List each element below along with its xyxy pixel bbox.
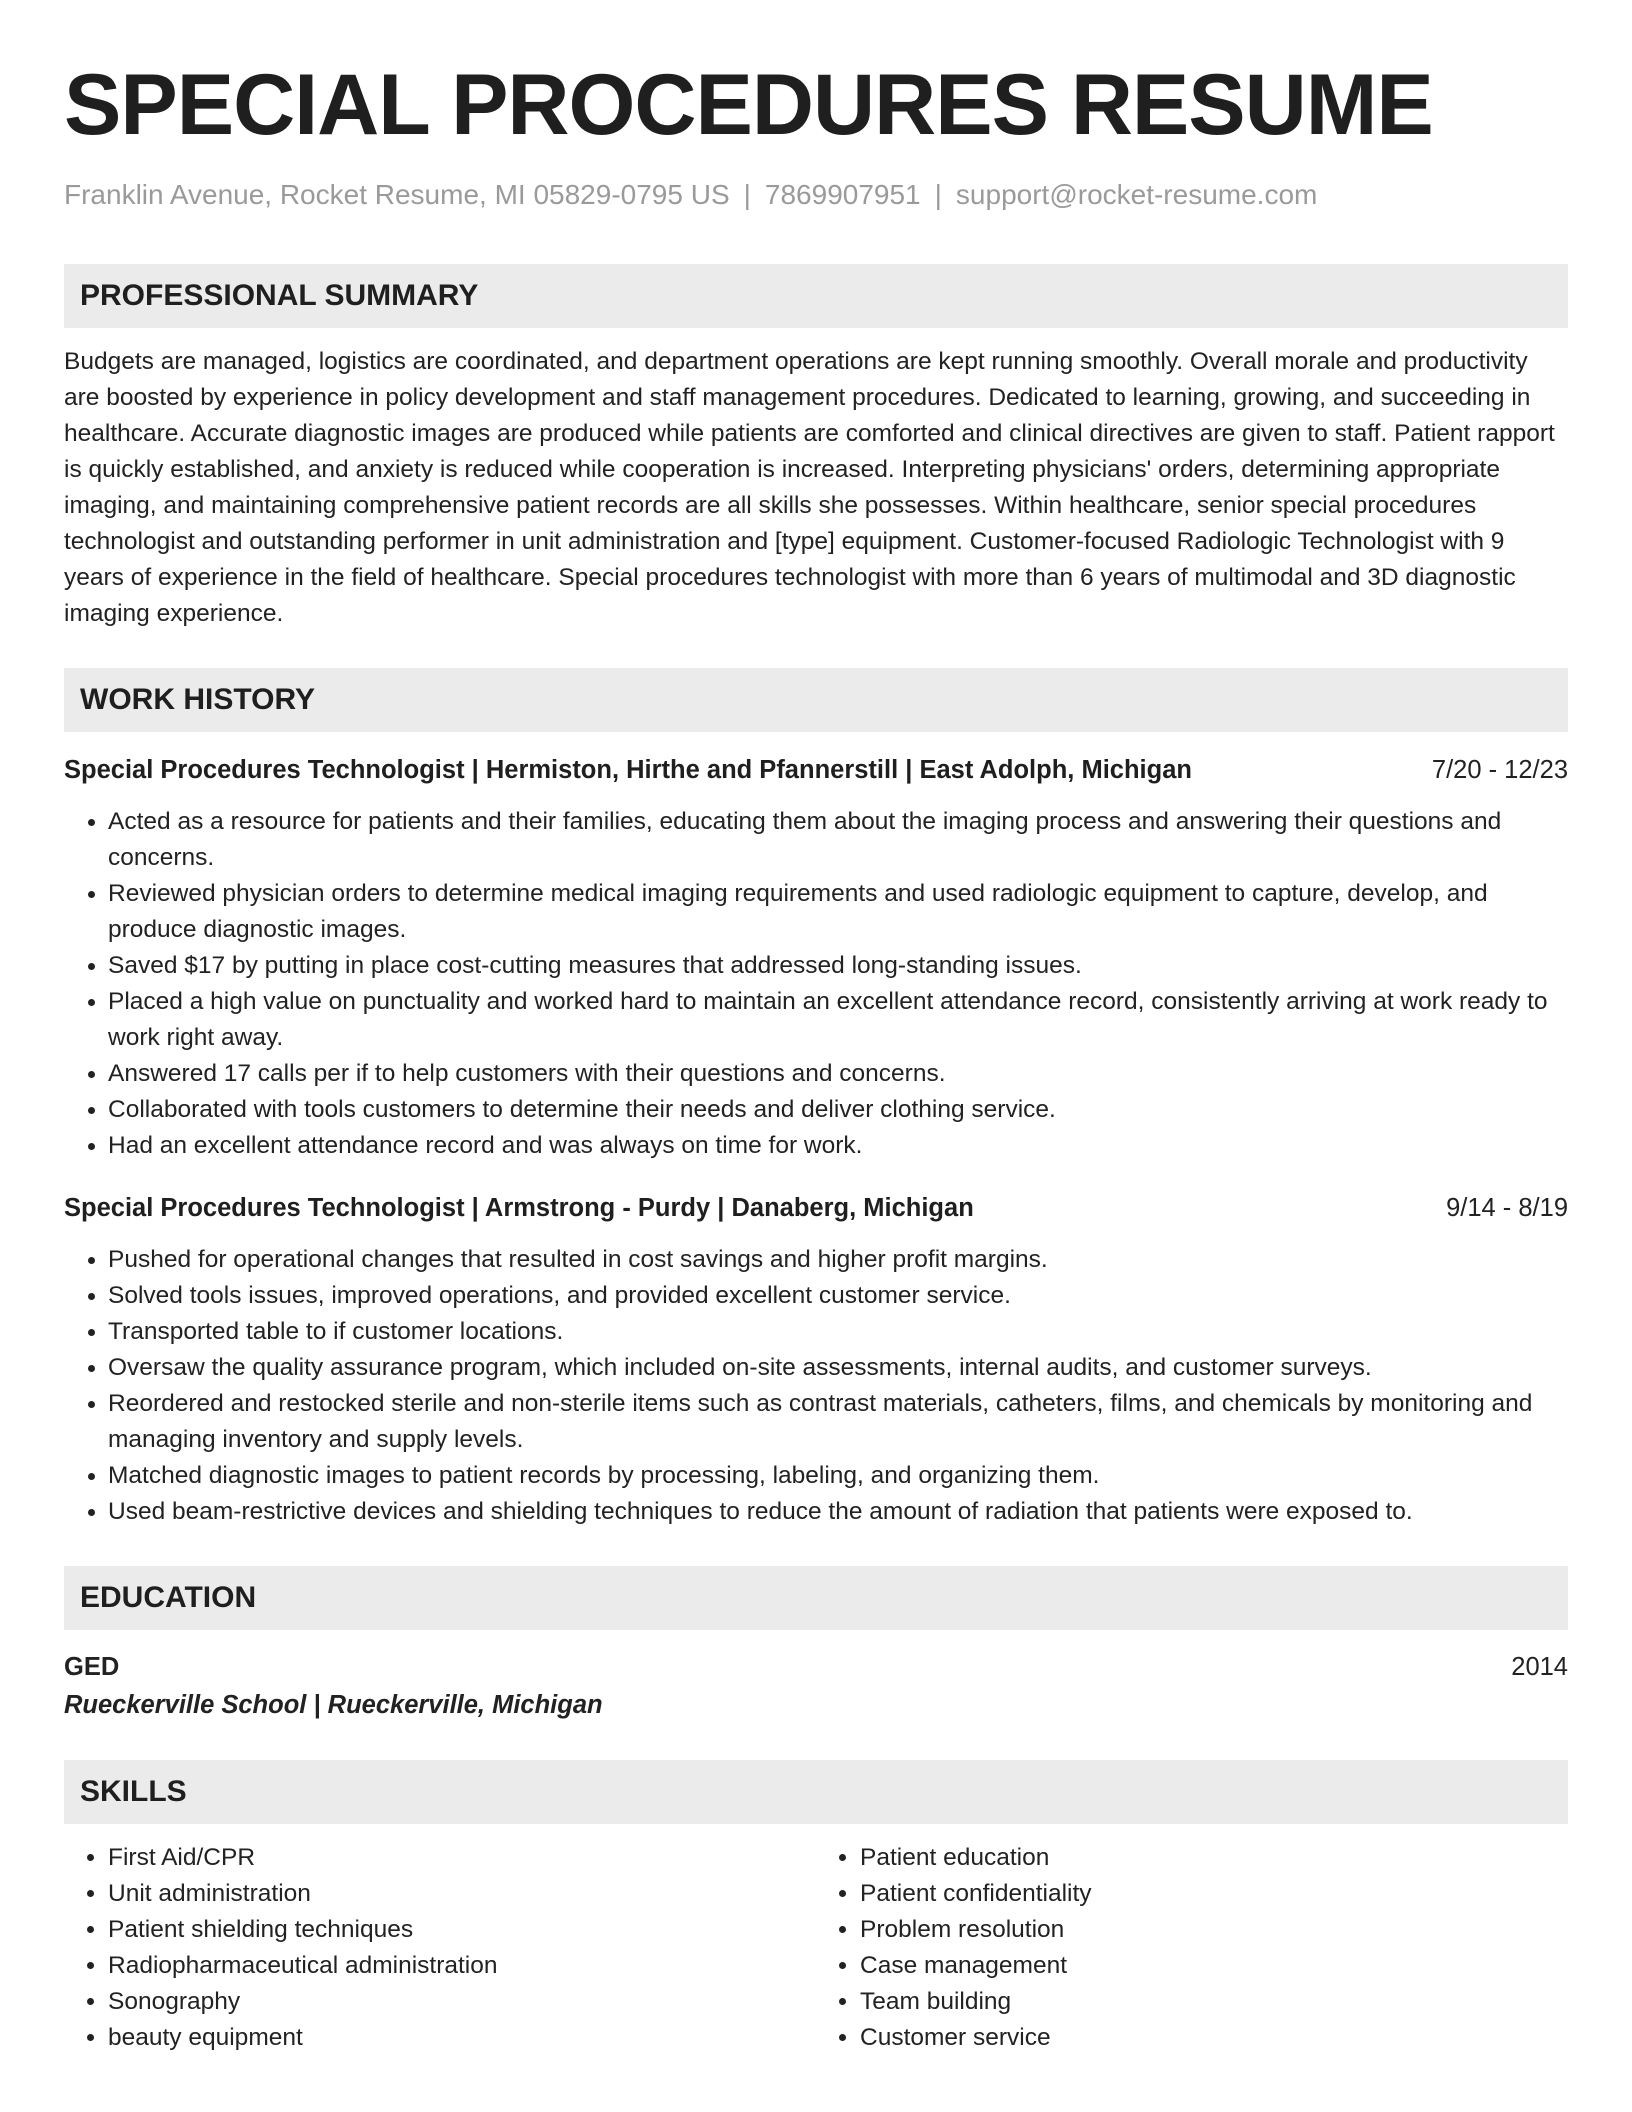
skills-list-left: [64, 1840, 816, 2056]
skill-item: • Radiopharmaceutical administration: [108, 1948, 816, 1984]
contact-address: Franklin Avenue, Rocket Resume, MI 05829-0795 US: [64, 179, 730, 210]
job-dates: 9/14 - 8/19: [1446, 1193, 1568, 1222]
job-bullet: • Reordered and restocked sterile and non-sterile items such as contrast materials, catheters, films, and chemicals by monitoring and managing inventory and supply levels.: [108, 1386, 1568, 1458]
job-bullet: • Reviewed physician orders to determine medical imaging requirements and used radiologic equipment to capture, develop, and produce diagnostic images.: [108, 876, 1568, 948]
skill-item: • Unit administration: [108, 1876, 816, 1912]
job-title: Special Procedures Technologist | Armstrong - Purdy | Danaberg, Michigan: [64, 1193, 974, 1222]
job-entry: [64, 752, 1568, 1164]
section-heading-work-history: WORK HISTORY: [64, 668, 1568, 732]
skill-item: • Case management: [860, 1948, 1568, 1984]
job-bullet: • Placed a high value on punctuality and worked hard to maintain an excellent attendance record, consistently arriving at work ready to work right away.: [108, 984, 1568, 1056]
resume-title: SPECIAL PROCEDURES RESUME: [64, 57, 1433, 153]
job-title: Special Procedures Technologist | Hermiston, Hirthe and Pfannerstill | East Adolph, Michigan: [64, 755, 1192, 784]
contact-separator: |: [934, 179, 942, 210]
job-bullet: • Had an excellent attendance record and was always on time for work.: [108, 1128, 1568, 1164]
job-bullet: • Transported table to if customer locations.: [108, 1314, 1568, 1350]
skill-item: • Customer service: [860, 2020, 1568, 2056]
section-heading-education: EDUCATION: [64, 1566, 1568, 1630]
skill-item: • Sonography: [108, 1984, 816, 2020]
skill-item: • Team building: [860, 1984, 1568, 2020]
contact-separator: |: [743, 179, 751, 210]
skills-list-right: [816, 1840, 1568, 2056]
job-entry: [64, 1190, 1568, 1530]
job-dates: 7/20 - 12/23: [1431, 755, 1568, 784]
job-bullet: • Used beam-restrictive devices and shielding techniques to reduce the amount of radiation that patients were exposed to.: [108, 1494, 1568, 1530]
skill-item: • First Aid/CPR: [108, 1840, 816, 1876]
contact-email[interactable]: support@rocket-resume.com: [955, 179, 1318, 210]
skills-columns: [64, 1840, 1568, 2056]
job-bullet: • Saved $17 by putting in place cost-cutting measures that addressed long-standing issues.: [108, 948, 1568, 984]
skill-item: • Patient shielding techniques: [108, 1912, 816, 1948]
job-header: [64, 752, 1568, 788]
job-bullet: • Oversaw the quality assurance program, which included on-site assessments, internal audits, and customer surveys.: [108, 1350, 1568, 1386]
job-header: [64, 1190, 1568, 1226]
skill-item: • Problem resolution: [860, 1912, 1568, 1948]
job-bullet: • Solved tools issues, improved operations, and provided excellent customer service.: [108, 1278, 1568, 1314]
contact-phone: 7869907951: [764, 179, 921, 210]
education-header: [64, 1648, 1568, 1686]
job-bullet: • Acted as a resource for patients and their families, educating them about the imaging process and answering their questions and concerns.: [108, 804, 1568, 876]
skill-item: • Patient confidentiality: [860, 1876, 1568, 1912]
summary-text: Budgets are managed, logistics are coordinated, and department operations are kept running smoothly. Overall morale and productivity are boosted by experience in policy development and staff management procedures. Dedicated to learning, growing, and succeeding in healthcare. Accurate diagnostic images are produced while patients are comforted and clinical directives are given to staff. Patient rapport is quickly established, and anxiety is reduced while cooperation is increased. Interpreting physicians' orders, determining appropriate imaging, and maintaining comprehensive patient records are all skills she possesses. Within healthcare, senior special procedures technologist and outstanding performer in unit administration and [type] equipment. Customer-focused Radiologic Technologist with 9 years of experience in the field of healthcare. Special procedures technologist with more than 6 years of multimodal and 3D diagnostic imaging experience.: [64, 347, 1555, 627]
job-bullet-list: [64, 804, 1568, 1164]
job-bullet: • Matched diagnostic images to patient records by processing, labeling, and organizing them.: [108, 1458, 1568, 1494]
section-heading-skills: SKILLS: [64, 1760, 1568, 1824]
job-bullet: • Collaborated with tools customers to determine their needs and deliver clothing service.: [108, 1092, 1568, 1128]
education-year: 2014: [1511, 1652, 1568, 1681]
contact-line: [64, 178, 1568, 212]
job-bullet: • Pushed for operational changes that resulted in cost savings and higher profit margins.: [108, 1242, 1568, 1278]
job-bullet-list: [64, 1242, 1568, 1530]
education-school: Rueckerville School | Rueckerville, Michigan: [64, 1690, 603, 1719]
skill-item: • Patient education: [860, 1840, 1568, 1876]
job-bullet: • Answered 17 calls per if to help customers with their questions and concerns.: [108, 1056, 1568, 1092]
education-degree: GED: [64, 1652, 120, 1681]
skill-item: • beauty equipment: [108, 2020, 816, 2056]
section-heading-summary: PROFESSIONAL SUMMARY: [64, 264, 1568, 328]
